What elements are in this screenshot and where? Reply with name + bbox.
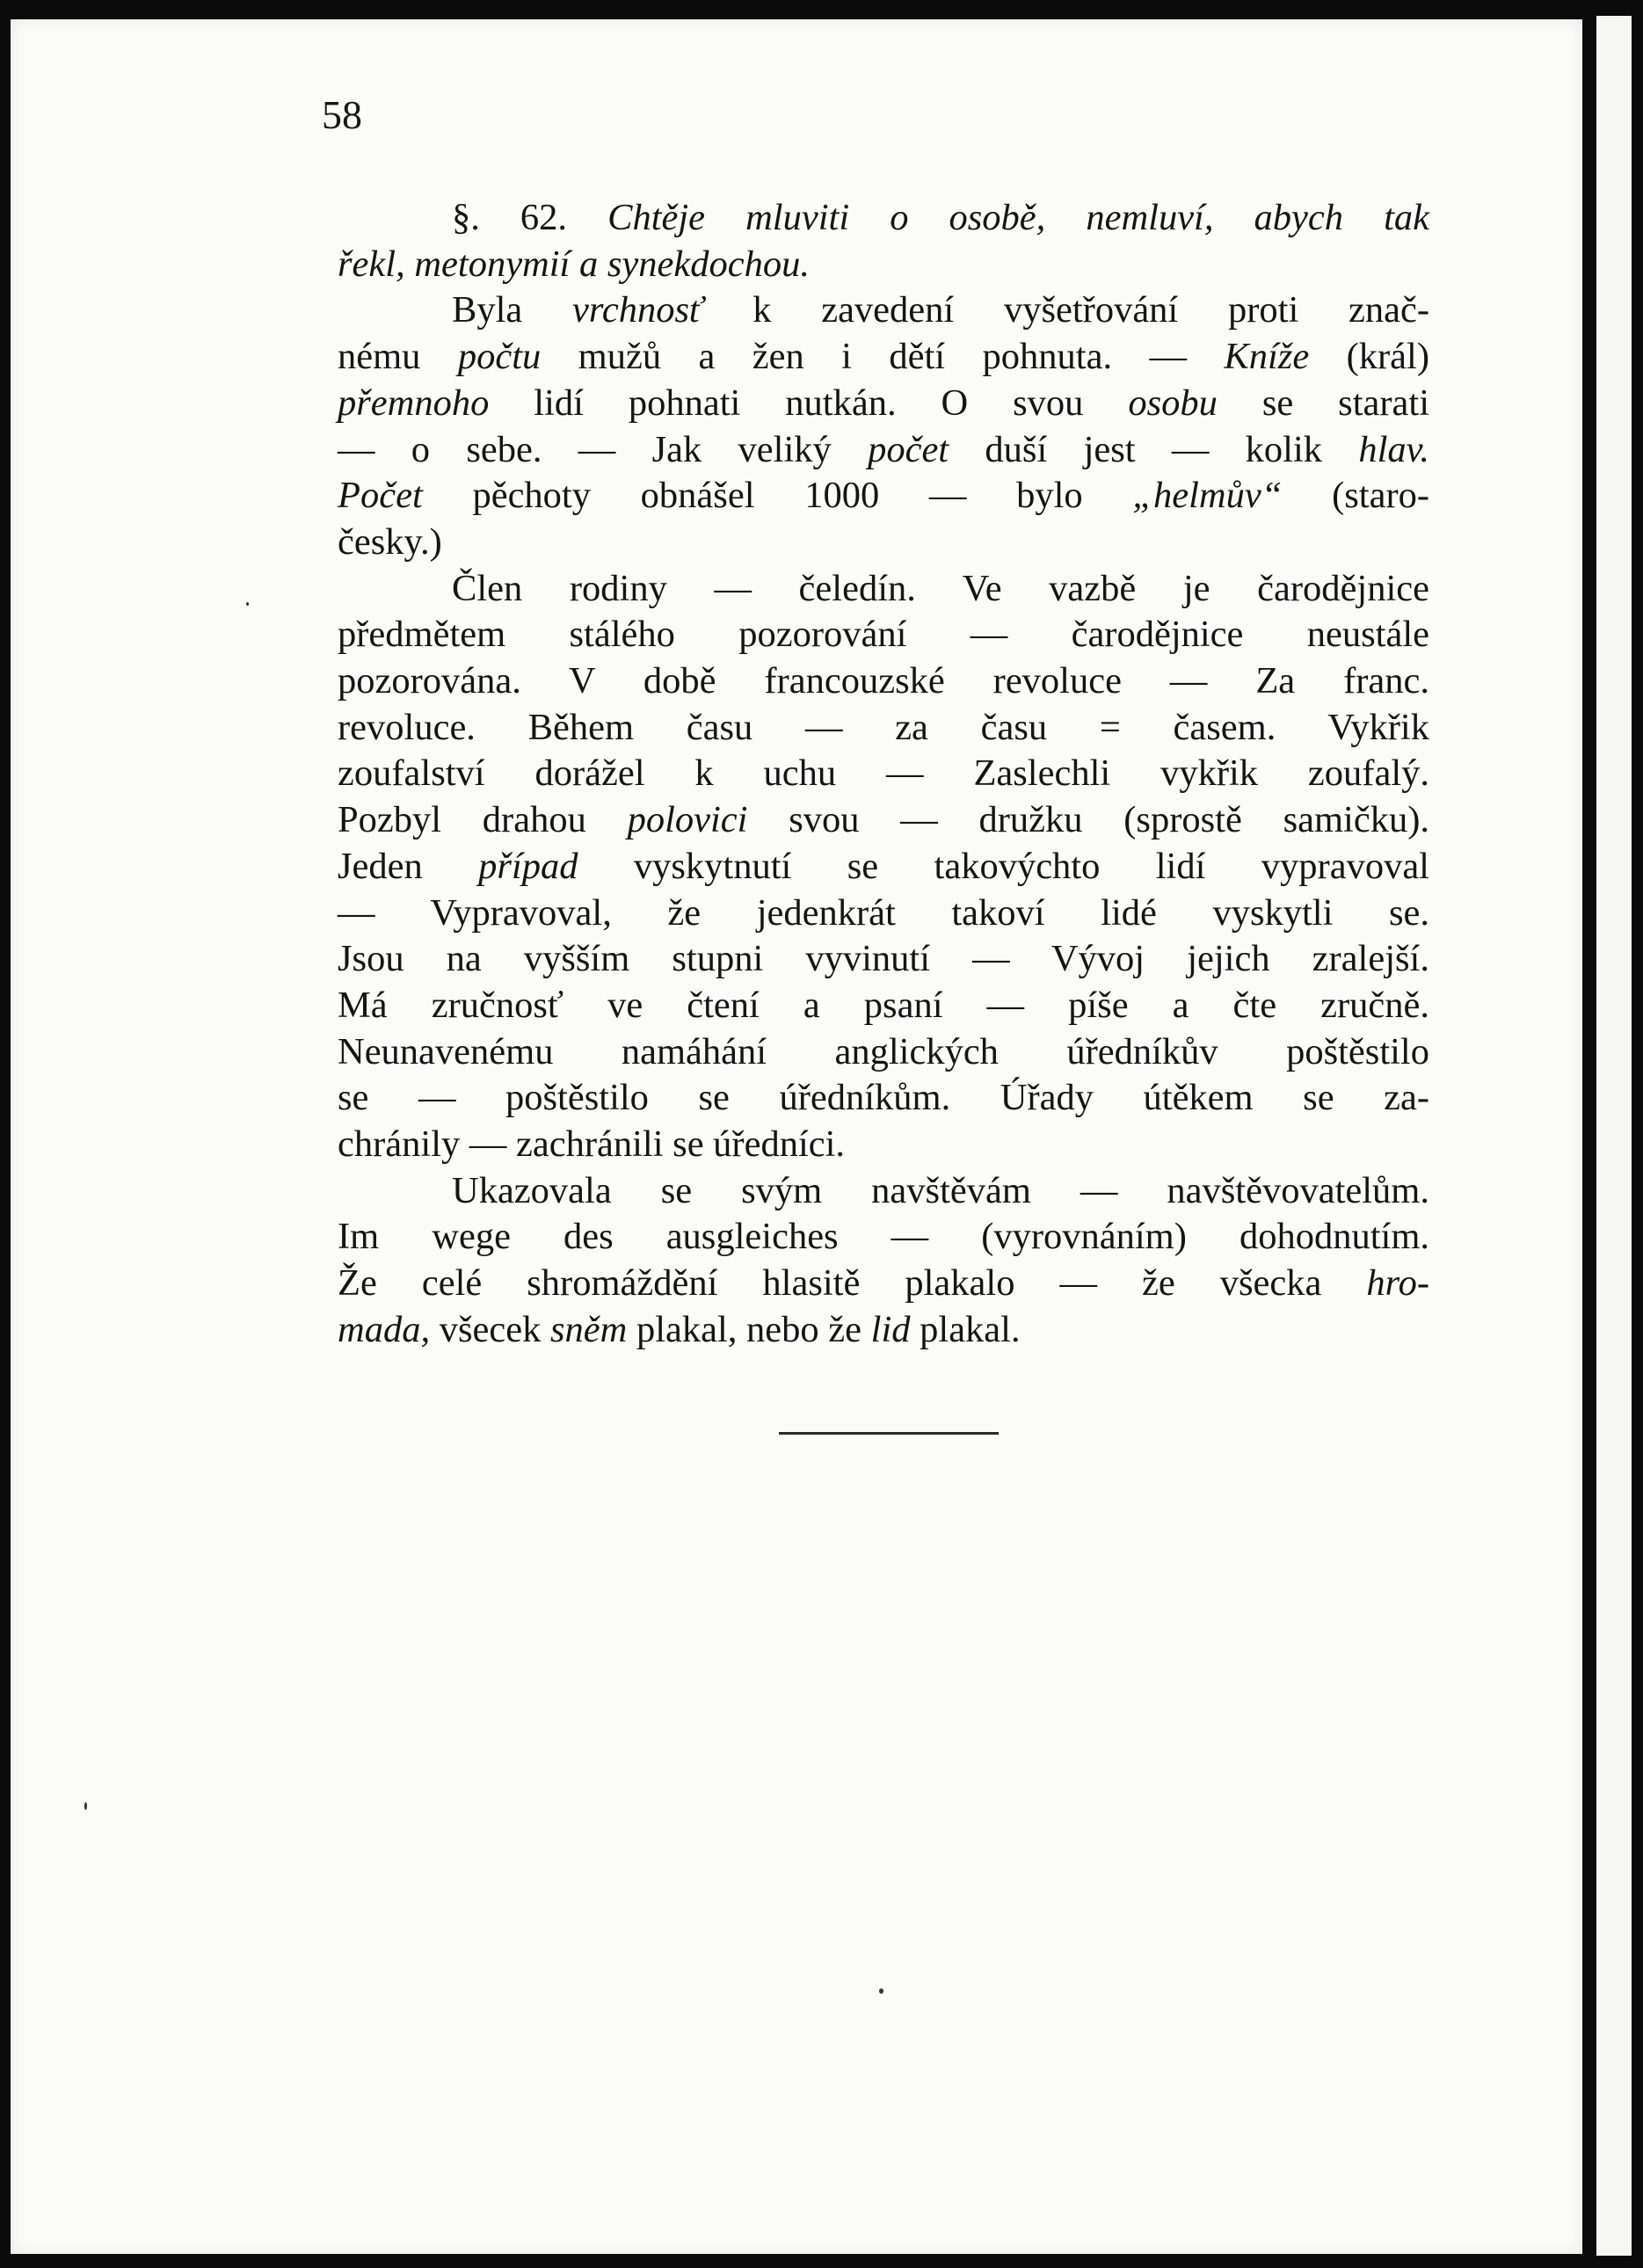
section-heading-cont: řekl, metonymií a synekdochou. [338, 243, 810, 285]
body-text [338, 195, 1429, 1354]
text-line: Počet pěchoty obnášel 1000 — bylo „helmův“ (staro- [338, 475, 1429, 517]
text-line: Jeden případ vyskytnutí se takovýchto lidí vypravoval [338, 845, 1429, 887]
text-line: předmětem stálého pozorování — čarodějnice neustále [338, 614, 1429, 656]
text-line: — Vypravoval, že jedenkrát takoví lidé vyskytli se. [338, 891, 1429, 934]
text-line: Neunavenému namáhání anglických úředníkův poštěstilo [338, 1030, 1429, 1072]
text-line: se — poštěstilo se úředníkům. Úřady útěkem se za- [338, 1077, 1429, 1119]
text-line: Pozbyl drahou polovici svou — družku (sprostě samičku). [338, 799, 1429, 841]
text-line: revoluce. Během času — za času = časem. Vykřik [338, 706, 1429, 748]
section-heading: §. 62. Chtěje mluviti o osobě, nemluví, abych tak [452, 197, 1429, 238]
text-line: česky.) [338, 520, 442, 563]
print-speck [879, 1988, 883, 1994]
page-number: 58 [322, 92, 362, 137]
text-line: mada, všecek sněm plakal, nebo že lid plakal. [338, 1308, 1021, 1350]
text-line: přemnoho lidí pohnati nutkán. O svou osobu se starati [338, 382, 1430, 424]
text-line: Jsou na vyšším stupni vyvinutí — Vývoj jejich zralejší. [338, 938, 1429, 980]
text-line: chránily — zachránili se úředníci. [338, 1123, 846, 1166]
print-speck [84, 1802, 87, 1810]
text-line: Má zručnosť ve čtení a psaní — píše a čte zručně. [338, 984, 1429, 1026]
text-line: zoufalství dorážel k uchu — Zaslechli vykřik zoufalý. [338, 752, 1429, 795]
text-line: Že celé shromáždění hlasitě plakalo — že všecka hro- [338, 1262, 1429, 1305]
text-line: Ukazovala se svým navštěvám — navštěvovatelům. [452, 1169, 1429, 1211]
facing-page-edge [1596, 16, 1632, 2256]
text-line: Byla vrchnosť k zavedení vyšetřování proti znač- [452, 289, 1429, 331]
text-line: — o sebe. — Jak veliký počet duší jest — kolik hlav. [338, 428, 1430, 470]
print-speck [246, 602, 249, 606]
text-line: pozorována. V době francouzské revoluce — Za franc. [338, 660, 1429, 702]
text-line: nému počtu mužů a žen i dětí pohnuta. — Kníže (král) [338, 336, 1429, 378]
text-line: Člen rodiny — čeledín. Ve vazbě je čarodějnice [452, 567, 1429, 609]
end-rule [779, 1432, 999, 1435]
text-line: Im wege des ausgleiches — (vyrovnáním) dohodnutím. [338, 1216, 1429, 1258]
